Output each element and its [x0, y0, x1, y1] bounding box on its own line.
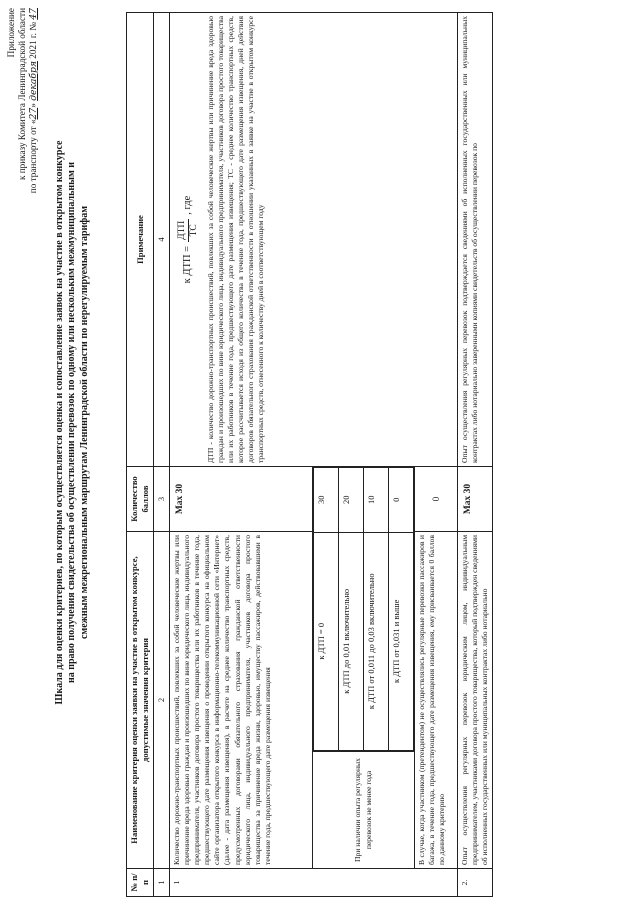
appendix-label: Приложение: [6, 8, 16, 58]
appendix-order-date: по транспорту от «27» декабря 2021 г. № 47: [28, 8, 39, 194]
header-num: № п/п: [127, 869, 154, 897]
row1-criterion-text: Количество дорожно-транспортных происшествий, повлекших за собой человеческие жертвы или причинение вреда здоровью граждан и произошедших по вине юридического лица, индивидуального предпринимателя, участников договора простого товарищества или их работников в течение года, предшествующего дате размещения извещения о проведении открытого конкурса на официальном сайте организатора открытого конкурса в информационно-телекоммуникационной сети «Интернет» (далее - дата размещения извещения), в расчете на среднее количество транспортных средств, предусмотренных договорами обязательного страхования гражданской ответственности юридического лица, индивидуального предпринимателя, участников договора простого товарищества за причинение вреда жизни, здоровью, имуществу пассажиров, действовавшими в течение года, предшествующего дате размещения извещения: [170, 532, 313, 869]
criteria-table: [126, 12, 493, 897]
row1-case-score: 0: [415, 467, 458, 532]
formula-fraction: ДТП ТС: [177, 220, 199, 240]
appendix-header: [6, 8, 39, 233]
colnum-3: 3: [154, 467, 170, 532]
colnum-2: 2: [154, 532, 170, 869]
header-score: Количество баллов: [127, 467, 154, 532]
subgrid-row: [389, 468, 414, 751]
row1-note-text: ДТП - количество дорожно-транспортных происшествий, повлекших за собой человеческие жертвы или причинение вреда здоровью граждан и произошедших по вине юридического лица, индивидуального предпринимателя, участников договора простого товарищества или их работников в течение года, предшествующего дате размещения извещения; ТС - среднее количество транспортных средств, которое рассчитывается исходя из общего количества в течение года, предшествующего дате размещения извещения, дней действия договоров обязательного страхования гражданской ответственности в отношении указанных в заявке на участие в открытом конкурсе транспортных средств, отнесенного к количеству дней в соответствующем году: [206, 16, 266, 463]
row1-note: [170, 13, 458, 467]
row2-num: 2.: [458, 869, 493, 897]
colnum-1: 1: [154, 869, 170, 897]
sub-range: к ДТП от 0,011 до 0,03 включительно: [364, 532, 389, 750]
row2-note: Опыт осуществления регулярных перевозок подтверждается сведениями об исполненных государственных или муниципальных контрактах либо нотариально заверенными копиями свидетельств об осуществлении перевозок по: [458, 13, 493, 467]
header-note: Примечание: [127, 13, 154, 467]
header-criterion: Наименование критерия оценки заявки на участие в открытом конкурсе, допустимые значения критерия: [127, 532, 154, 869]
colnum-4: 4: [154, 13, 170, 467]
sub-score: 10: [364, 468, 389, 533]
sub-score: 30: [314, 468, 339, 533]
document-title: Шкала для оценки критериев, по которым осуществляется оценка и сопоставление заявок на участие в открытом конкурсе на право получения свидетельства об осуществлении перевозок по одному или нескольким межмуниципальным и смежным межрегиональным маршрутам Ленинградской области по нерегулируемым тарифам: [54, 140, 90, 705]
row1-num: 1: [170, 869, 458, 897]
sub-range: к ДТП = 0: [314, 532, 339, 750]
row1-subgrid: [313, 467, 414, 751]
row1-case-text: В случае, когда участником (претендентом) не осуществлялись регулярные перевозки пассажиров и багажа, в течение года, предшествующего дате размещения извещения, ему присваивается 0 баллов по данному критерию: [415, 532, 458, 869]
row1-subgrid-cell: [313, 467, 415, 752]
sub-range: к ДТП до 0,01 включительно: [339, 532, 364, 750]
handwritten-month: декабря: [28, 61, 39, 101]
header-row: [127, 13, 154, 897]
subgrid-row: [339, 468, 364, 751]
row2-max-score: Max 30: [458, 467, 493, 532]
table-row: [458, 13, 493, 897]
appendix-order-ref: к приказу Комитета Ленинградской области: [17, 8, 27, 181]
subgrid-row: [364, 468, 389, 751]
sub-score: 0: [389, 468, 414, 533]
handwritten-day: 27: [28, 107, 39, 120]
sub-score: 20: [339, 468, 364, 533]
row1-max-score: Max 30: [170, 467, 313, 532]
formula: к ДТП = ДТП ТС , где: [177, 195, 199, 284]
handwritten-number: 47: [28, 8, 39, 20]
row2-criterion-text: Опыт осуществления регулярных перевозок юридическим лицом, индивидуальным предпринимателем, участниками договора простого товарищества, который подтвержден сведениями об исполненных государственных или муниципальных контрактах либо нотариально: [458, 532, 493, 869]
sub-range: к ДТП от 0,031 и выше: [389, 532, 414, 750]
row1-sub-label: При наличии опыта регулярных перевозок не менее года: [313, 752, 415, 869]
subgrid-row: [314, 468, 339, 751]
column-number-row: [154, 13, 170, 897]
table-row: [170, 13, 313, 897]
